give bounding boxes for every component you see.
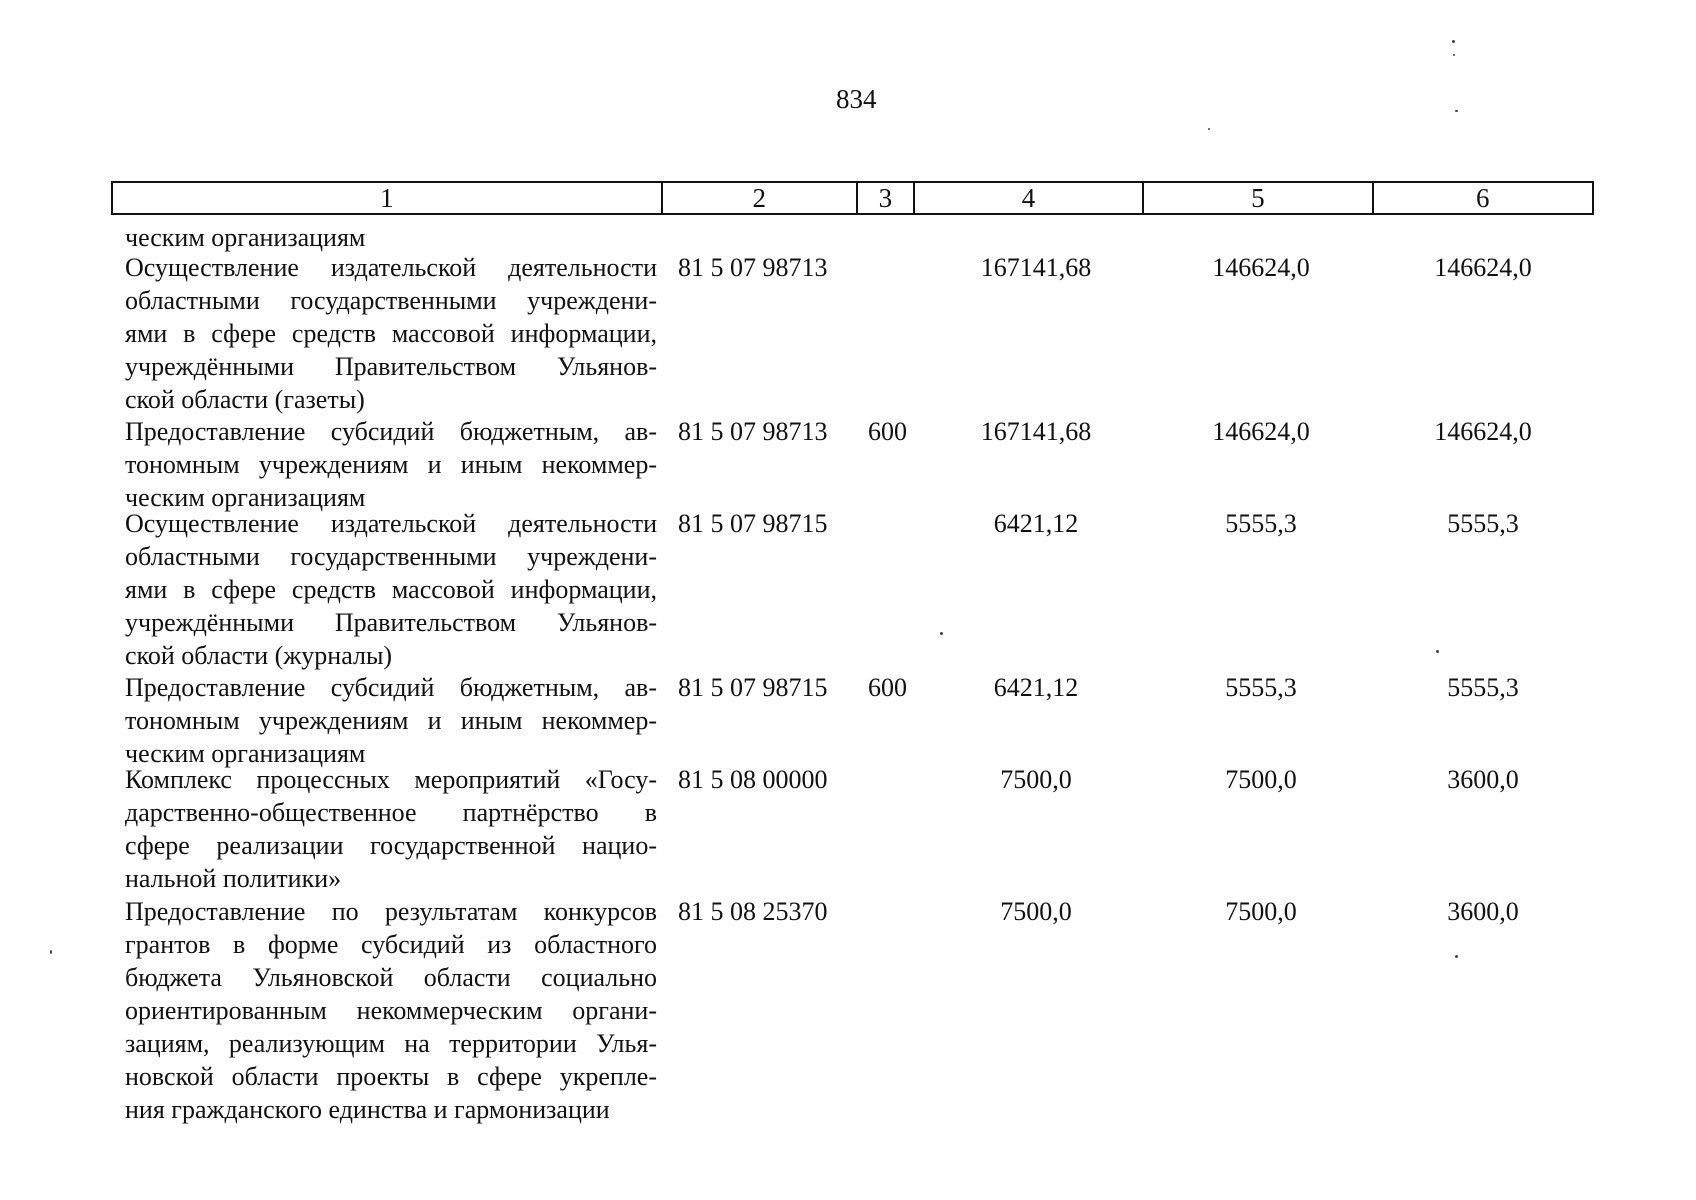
header-col-4: 4 <box>915 183 1144 213</box>
row-description <box>125 763 657 895</box>
description-line: сфере реализации государственной нацио- <box>125 831 657 860</box>
value-col-6: 5555,3 <box>1447 509 1519 538</box>
description-line: новской области проекты в сфере укрепле- <box>125 1062 657 1091</box>
description-line: Осуществление издательской деятельности <box>125 253 657 282</box>
description-line: ориентированным некоммерческим органи- <box>125 996 657 1025</box>
description-line: Предоставление субсидий бюджетным, ав- <box>125 673 657 702</box>
row-description <box>125 221 657 254</box>
description-line: нальной политики» <box>125 864 342 893</box>
description-line: ческим организациям <box>125 739 366 768</box>
description-line: Предоставление по результатам конкурсов <box>125 897 657 926</box>
value-col-5: 7500,0 <box>1225 897 1297 926</box>
description-line: областными государственными учреждени- <box>125 286 657 315</box>
budget-code: 81 5 07 98713 <box>678 417 828 446</box>
description-line: учреждёнными Правительством Ульянов- <box>125 352 657 381</box>
value-col-5: 7500,0 <box>1225 765 1297 794</box>
description-line: ческим организациям <box>125 483 366 512</box>
description-line: тономным учреждениям и иным некоммер- <box>125 706 657 735</box>
value-col-6: 146624,0 <box>1434 253 1532 282</box>
value-col-6: 146624,0 <box>1434 417 1532 446</box>
header-col-6: 6 <box>1476 183 1490 213</box>
table-header <box>111 181 1594 215</box>
scan-speck <box>1436 650 1439 653</box>
value-col-5: 146624,0 <box>1212 253 1310 282</box>
value-col-6: 5555,3 <box>1447 673 1519 702</box>
row-description <box>125 507 657 672</box>
description-line: тономным учреждениям и иным некоммер- <box>125 450 657 479</box>
budget-code: 81 5 08 00000 <box>678 765 828 794</box>
description-line: дарственно-общественное партнёрство в <box>125 798 657 827</box>
row-description <box>125 415 657 514</box>
description-line: Предоставление субсидий бюджетным, ав- <box>125 417 657 446</box>
description-line: зациям, реализующим на территории Улья- <box>125 1029 657 1058</box>
value-col-4: 167141,68 <box>980 417 1092 446</box>
expense-type: 600 <box>868 673 907 702</box>
description-line: бюджета Ульяновской области социально <box>125 963 657 992</box>
row-description <box>125 251 657 416</box>
header-col-1: 1 <box>113 183 663 213</box>
description-line: Осуществление издательской деятельности <box>125 509 657 538</box>
value-col-5: 146624,0 <box>1212 417 1310 446</box>
expense-type: 600 <box>868 417 907 446</box>
value-col-6: 3600,0 <box>1447 765 1519 794</box>
description-line: ской области (газеты) <box>125 385 365 414</box>
description-line: Комплекс процессных мероприятий «Госу- <box>125 765 657 794</box>
description-line: ями в сфере средств массовой информации, <box>125 319 657 348</box>
header-col-3: 3 <box>858 183 915 213</box>
header-col-5: 5 <box>1144 183 1373 213</box>
budget-code: 81 5 07 98715 <box>678 509 828 538</box>
budget-code: 81 5 07 98715 <box>678 673 828 702</box>
description-line: ской области (журналы) <box>125 641 393 670</box>
value-col-4: 7500,0 <box>1000 897 1072 926</box>
header-col-2: 2 <box>663 183 858 213</box>
value-col-5: 5555,3 <box>1225 509 1297 538</box>
row-description <box>125 671 657 770</box>
value-col-4: 7500,0 <box>1000 765 1072 794</box>
row-description <box>125 895 657 1126</box>
description-line: ями в сфере средств массовой информации, <box>125 575 657 604</box>
description-line: грантов в форме субсидий из областного <box>125 930 657 959</box>
value-col-6: 3600,0 <box>1447 897 1519 926</box>
value-col-5: 5555,3 <box>1225 673 1297 702</box>
description-line: ческим организациям <box>125 223 366 252</box>
scan-speck <box>1208 128 1210 130</box>
page-number: 834 <box>836 84 877 114</box>
budget-code: 81 5 08 25370 <box>678 897 828 926</box>
value-col-4: 6421,12 <box>993 509 1079 538</box>
scan-speck <box>940 632 943 635</box>
scan-speck <box>1455 110 1458 112</box>
scan-speck <box>50 950 52 954</box>
value-col-4: 6421,12 <box>993 673 1079 702</box>
budget-code: 81 5 07 98713 <box>678 253 828 282</box>
description-line: ния гражданского единства и гармонизации <box>125 1095 610 1124</box>
description-line: учреждёнными Правительством Ульянов- <box>125 608 657 637</box>
scan-speck <box>1455 955 1458 958</box>
value-col-4: 167141,68 <box>980 253 1092 282</box>
scan-speck <box>1452 40 1455 43</box>
scan-speck <box>1453 54 1455 56</box>
description-line: областными государственными учреждени- <box>125 542 657 571</box>
